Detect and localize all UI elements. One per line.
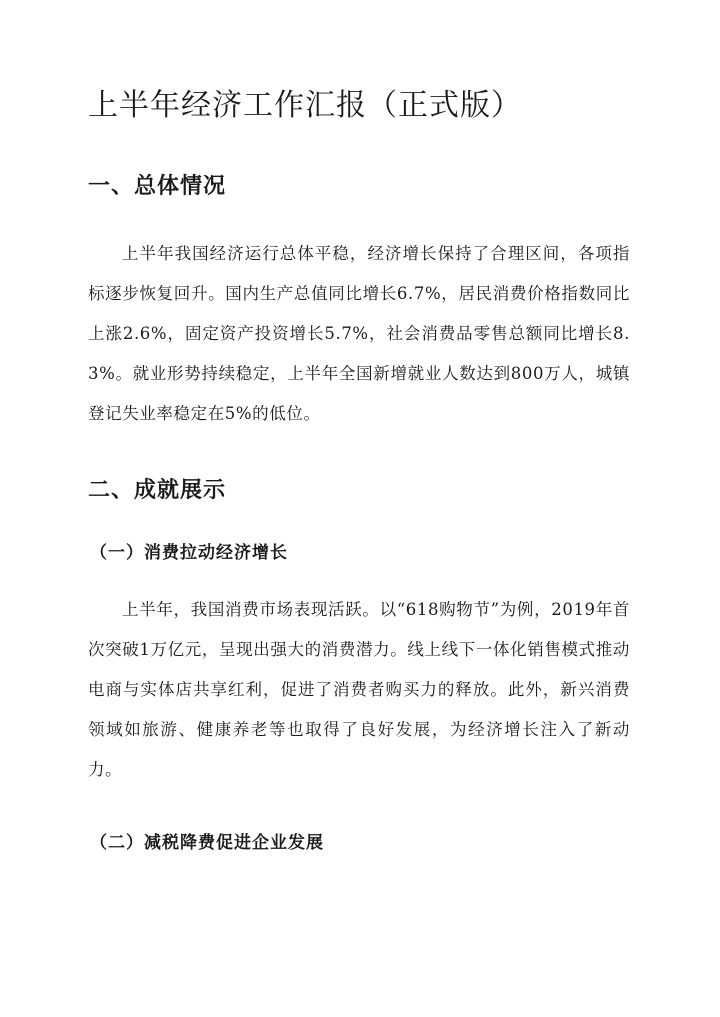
section-heading-achievements: 二、成就展示 <box>88 477 227 503</box>
subsection-heading-consumption: （一）消费拉动经济增长 <box>90 543 288 563</box>
subsection-heading-tax-reduction: （二）减税降费促进企业发展 <box>90 833 324 853</box>
overview-paragraph: 上半年我国经济运行总体平稳，经济增长保持了合理区间，各项指标逐步恢复回升。国内生产总值同比增长6.7%，居民消费价格指数同比上涨2.6%，固定资产投资增长5.7%，社会消费品零售总额同比增长8.3%。就业形势持续稳定，上半年全国新增就业人数达到800万人，城镇登记失业率稳定在5%的低位。 <box>88 244 630 423</box>
section-heading-overview: 一、总体情况 <box>88 173 227 199</box>
consumption-paragraph: 上半年，我国消费市场表现活跃。以“618购物节”为例，2019年首次突破1万亿元，呈现出强大的消费潜力。线上线下一体化销售模式推动电商与实体店共享红利，促进了消费者购买力的释放。此外，新兴消费领域如旅游、健康养老等也取得了良好发展，为经济增长注入了新动力。 <box>88 600 630 779</box>
document-title: 上半年经济工作汇报（正式版） <box>88 88 522 123</box>
